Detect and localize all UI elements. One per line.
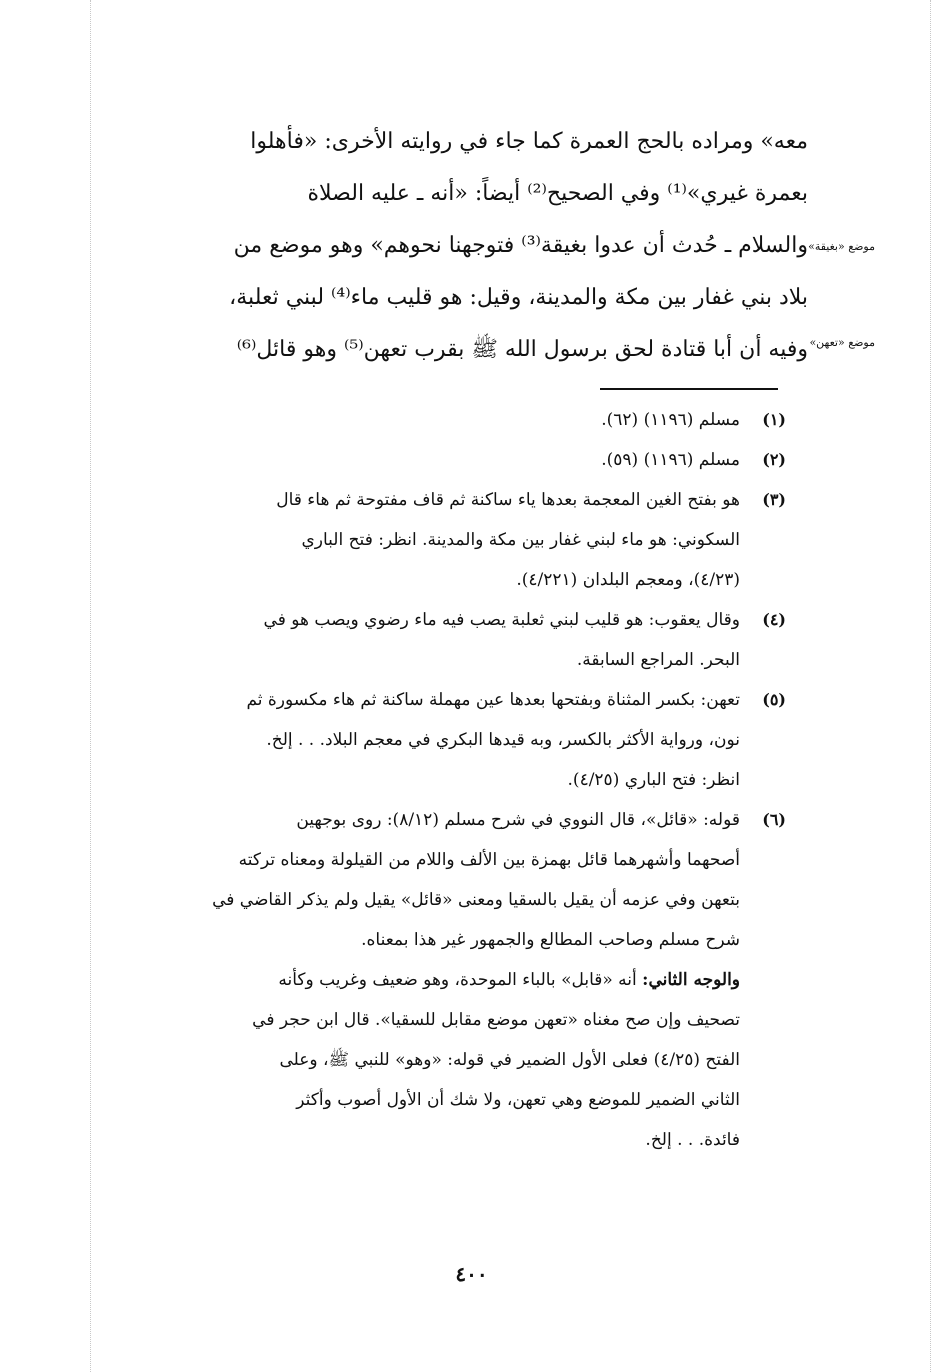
footnote-line: شرح مسلم وصاحب المطالع والجمهور غير هذا بمعناه. (361, 930, 740, 950)
scan-edge-left (90, 0, 92, 1372)
footnote-line: قوله: «قائل»، قال النووي في شرح مسلم (٨/١٢): روى بوجهين (296, 810, 740, 830)
margin-note-bughayqa: موضع «بغيقة» (808, 240, 875, 253)
footnote-body (104, 960, 740, 1160)
footnote-body (104, 800, 740, 960)
footnote-number: (٣) (762, 490, 786, 509)
footnote-4 (104, 600, 786, 680)
main-text-block (118, 116, 808, 376)
page-number: ٤٠٠ (455, 1262, 488, 1286)
footnote-2 (104, 440, 786, 480)
footnote-body (104, 440, 740, 480)
footnote-number: (٦) (762, 810, 786, 829)
footnote-number: (٥) (762, 690, 786, 709)
footnote-line: الثاني الضمير للموضع وهي تعهن، ولا شك أن الأول أصوب وأكثر (296, 1090, 740, 1110)
footnote-body (104, 680, 740, 800)
footnote-line: مسلم (١١٩٦) (٦٢). (601, 410, 740, 430)
footnote-line: فائدة. . . إلخ. (645, 1130, 740, 1150)
footnote-5 (104, 680, 786, 800)
footnote-1 (104, 400, 786, 440)
footnote-line: هو بفتح الغين المعجمة بعدها ياء ساكنة ثم قاف مفتوحة ثم هاء قال (276, 490, 740, 510)
footnote-line: مسلم (١١٩٦) (٥٩). (601, 450, 740, 470)
footnote-3 (104, 480, 786, 600)
footnote-line: أصحهما وأشهرهما قائل بهمزة بين الألف واللام من القيلولة ومعناه تركته (238, 850, 740, 870)
footnote-line (104, 960, 740, 1000)
footnote-line: (٤/٢٣)، ومعجم البلدان (٤/٢٢١). (516, 570, 740, 590)
footnote-number: (٢) (762, 450, 786, 469)
footnote-line: نون، ورواية الأكثر بالكسر، وبه قيدها البكري في معجم البلاد. . . إلخ. (266, 730, 740, 750)
footnote-number: (٤) (762, 610, 786, 629)
footnote-line: السكوني: هو ماء لبني غفار بين مكة والمدينة. انظر: فتح الباري (301, 530, 740, 550)
main-text-line: والسلام ـ حُدث أن عدوا بغيقة⁽³⁾ فتوجهنا نحوهم» وهو موضع من (233, 233, 808, 258)
footnote-6 (104, 800, 786, 960)
main-text-line: وفيه أن أبا قتادة لحق برسول الله ﷺ بقرب تعهن⁽⁵⁾ وهو قائل⁽⁶⁾ (236, 337, 808, 362)
footnote-line: وقال يعقوب: هو قليب لبني ثعلبة يصب فيه ماء رضوي ويصب هو في (263, 610, 740, 630)
footnote-line: تعهن: بكسر المثناة وبفتحها بعدها عين مهملة ساكنة ثم هاء مكسورة ثم (246, 690, 740, 710)
main-text-line: بعمرة غيري»⁽¹⁾ وفي الصحيح⁽²⁾ أيضاً: «أنه ـ عليه الصلاة (307, 181, 808, 206)
second-reading-lead: والوجه الثاني: (642, 970, 740, 990)
main-text-line: بلاد بني غفار بين مكة والمدينة، وقيل: هو قليب ماء⁽⁴⁾ لبني ثعلبة، (229, 285, 808, 310)
scan-edge-right (930, 0, 932, 1372)
footnote-number: (١) (762, 410, 786, 429)
second-reading-text: أنه «قابل» بالباء الموحدة، وهو ضعيف وغريب وكأنه (278, 970, 643, 990)
footnote-body (104, 480, 740, 600)
footnote-line: تصحيف وإن صح مغناه «تعهن موضع مقابل للسقيا». قال ابن حجر في (252, 1010, 740, 1030)
footnote-line: بتعهن وفي عزمه أن يقيل بالسقيا ومعنى «قائل» يقيل ولم يذكر القاضي في (212, 890, 740, 910)
footnote-6-continuation (104, 960, 786, 1160)
footnote-line: انظر: فتح الباري (٤/٢٥). (567, 770, 740, 790)
footnote-body (104, 400, 740, 440)
footnote-line: الفتح (٤/٢٥) فعلى الأول الضمير في قوله: «وهو» للنبي ﷺ، وعلى (279, 1050, 740, 1070)
margin-note-tuhin: موضع «تعهن» (809, 336, 875, 349)
main-text-line: معه» ومراده بالحج العمرة كما جاء في روايته الأخرى: «فأهلوا (250, 129, 808, 154)
footnote-separator-rule (600, 388, 778, 390)
footnotes-section (104, 400, 786, 1160)
footnote-line: البحر. المراجع السابقة. (576, 650, 740, 670)
footnote-body (104, 600, 740, 680)
